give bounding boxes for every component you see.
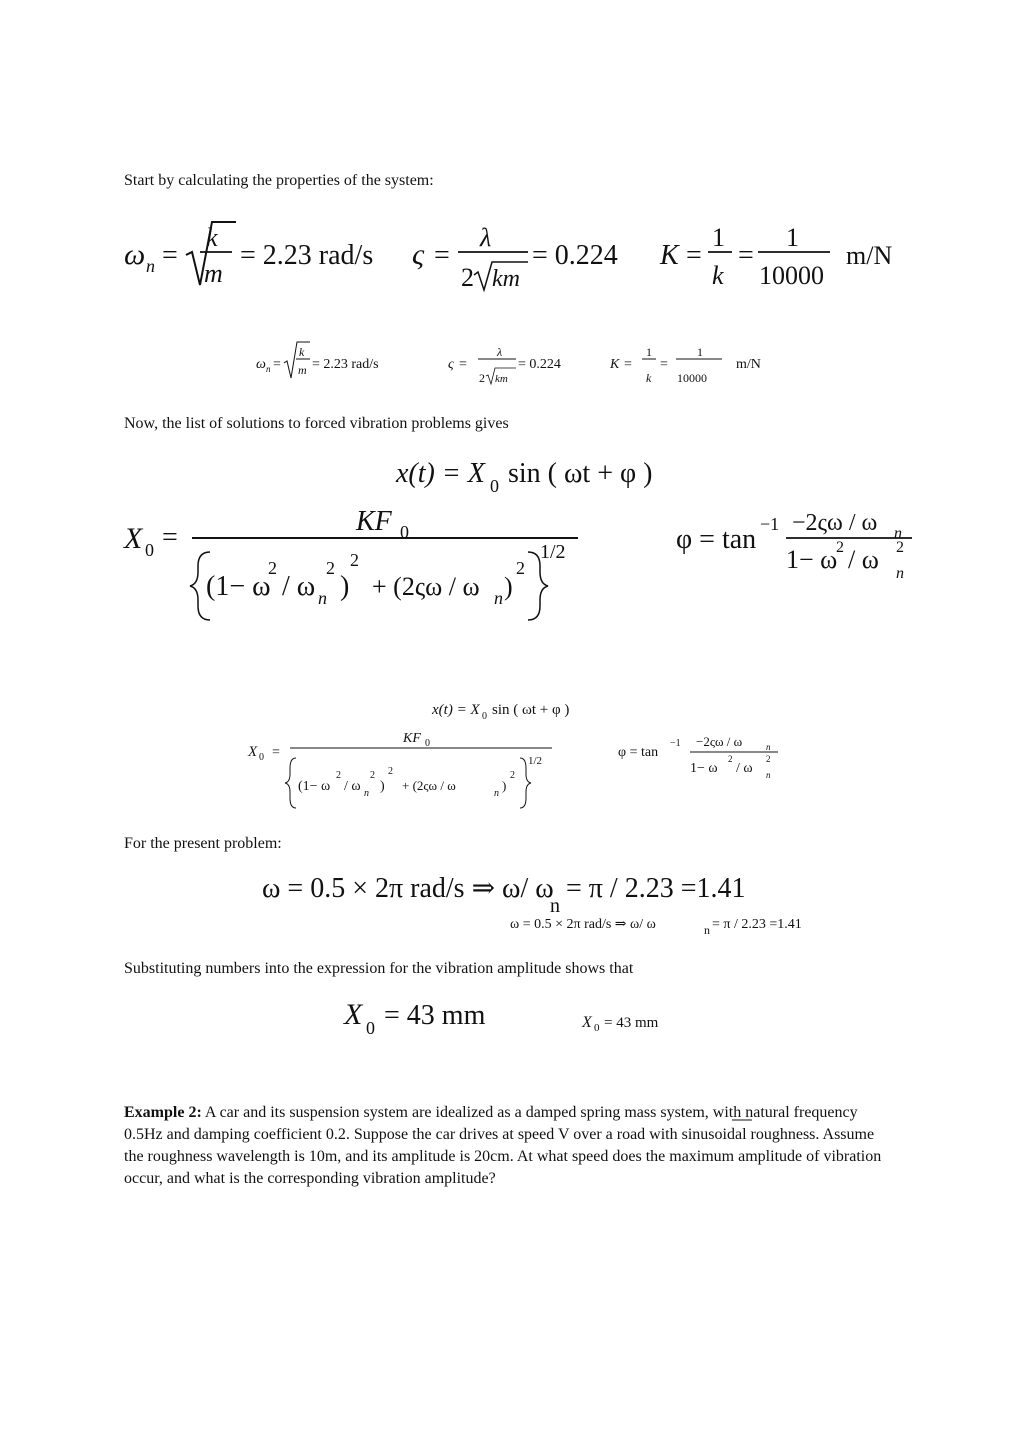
svg-text:2: 2 — [766, 754, 771, 764]
svg-text:0: 0 — [400, 522, 409, 542]
svg-text:2: 2 — [516, 558, 525, 578]
svg-text:sin ( ωt + φ ): sin ( ωt + φ ) — [492, 702, 570, 718]
denominator-term-1: (1− ω — [206, 571, 271, 602]
svg-text:φ = tan: φ = tan — [618, 745, 659, 760]
svg-text:ω: ω — [256, 357, 266, 372]
svg-text:=: = — [434, 240, 450, 271]
svg-text:x(t) = X: x(t) = X — [432, 702, 480, 718]
svg-text:n: n — [318, 588, 327, 608]
svg-text:λ: λ — [497, 345, 503, 359]
svg-text:n: n — [894, 525, 902, 542]
svg-text:/ ω: / ω — [736, 761, 753, 776]
svg-text:=: = — [624, 357, 632, 372]
svg-text:n: n — [364, 788, 369, 799]
result-X-large: X — [344, 998, 363, 1031]
sin-expression: sin ( ωt + φ ) — [508, 458, 653, 489]
svg-text:2: 2 — [479, 371, 485, 385]
result-X-small: X — [582, 1014, 592, 1031]
svg-text:0: 0 — [490, 476, 499, 496]
svg-text:n: n — [766, 770, 771, 780]
svg-text:n: n — [266, 364, 271, 374]
example-label: Example 2: — [124, 1104, 202, 1121]
svg-text:): ) — [504, 572, 513, 601]
svg-text:n: n — [896, 565, 904, 582]
svg-text:=: = — [162, 522, 178, 553]
X0-symbol: X — [124, 522, 143, 555]
svg-text:2: 2 — [510, 770, 515, 781]
svg-text:10000: 10000 — [677, 371, 707, 385]
svg-text:0: 0 — [425, 738, 430, 749]
result-value-small: = 43 mm — [604, 1015, 659, 1031]
svg-text:=: = — [273, 357, 281, 372]
svg-text:−2ςω / ω: −2ςω / ω — [696, 734, 743, 749]
svg-text:2: 2 — [268, 558, 277, 578]
svg-text:n: n — [494, 588, 503, 608]
svg-text:−1: −1 — [760, 514, 780, 534]
svg-text:m/N: m/N — [736, 357, 761, 372]
svg-text:0: 0 — [145, 540, 154, 560]
phi-denominator: 1− ω — [786, 545, 838, 574]
svg-text:k: k — [646, 371, 652, 385]
svg-text:+ (2ςω / ω: + (2ςω / ω — [402, 778, 456, 793]
solution-equation-large — [123, 458, 912, 620]
svg-text:2: 2 — [896, 539, 904, 556]
svg-text:ς: ς — [448, 357, 454, 372]
svg-text:1− ω: 1− ω — [690, 761, 718, 776]
svg-text:= π / 2.23 =1.41: = π / 2.23 =1.41 — [712, 917, 802, 932]
svg-text:1: 1 — [786, 223, 799, 252]
zeta-value: = 0.224 — [532, 240, 618, 271]
svg-text:km: km — [495, 373, 508, 385]
half-exponent: 1/2 — [540, 541, 566, 563]
svg-text:=: = — [459, 357, 467, 372]
phi-numerator: −2ςω / ω — [792, 510, 878, 536]
omega-value: = 2.23 rad/s — [240, 240, 374, 271]
svg-text:2: 2 — [836, 539, 844, 556]
svg-text:1: 1 — [646, 345, 652, 359]
equals-sign: = — [162, 240, 178, 271]
svg-text:=: = — [660, 357, 668, 372]
svg-text:2: 2 — [461, 263, 474, 292]
svg-text:K: K — [610, 357, 620, 372]
svg-text:1: 1 — [697, 345, 703, 359]
properties-equation-large — [124, 222, 892, 292]
svg-text:KF: KF — [403, 731, 421, 746]
svg-text:): ) — [502, 778, 507, 793]
omega-equation — [262, 873, 802, 937]
svg-text:n: n — [494, 788, 499, 799]
svg-text:2: 2 — [350, 550, 359, 570]
xt-expression: x(t) = X — [396, 458, 485, 489]
svg-text:0: 0 — [366, 1018, 375, 1038]
svg-text:0: 0 — [259, 752, 264, 763]
zeta-numerator: λ — [480, 223, 492, 252]
svg-text:0: 0 — [594, 1022, 600, 1034]
denominator-term-2: + (2ςω / ω — [372, 572, 480, 601]
svg-text:n: n — [550, 895, 560, 917]
omega-equation-small: ω = 0.5 × 2π rad/s ⇒ ω/ ω — [510, 917, 656, 932]
svg-text:2: 2 — [336, 770, 341, 781]
svg-text:= π / 2.23 =1.41: = π / 2.23 =1.41 — [566, 873, 746, 904]
svg-text:=: = — [272, 745, 280, 760]
svg-text:=: = — [738, 240, 754, 271]
svg-text:/ ω: / ω — [282, 571, 316, 602]
sqrt-denominator: m — [204, 259, 223, 288]
svg-text:2: 2 — [728, 754, 733, 764]
svg-text:=: = — [686, 240, 702, 271]
omega-equation-large: ω = 0.5 × 2π rad/s ⇒ ω/ ω — [262, 873, 554, 904]
svg-text:(1− ω: (1− ω — [298, 779, 331, 794]
properties-equation-small — [256, 342, 761, 385]
svg-text:): ) — [380, 779, 385, 794]
solution-equation-small — [247, 702, 778, 808]
intro-paragraph: Start by calculating the properties of the system: — [124, 172, 434, 189]
K-symbol: K — [660, 240, 679, 271]
omega-symbol: ω — [124, 238, 146, 271]
svg-text:= 0.224: = 0.224 — [518, 357, 561, 372]
svg-text:10000: 10000 — [759, 261, 824, 290]
amplitude-numerator: KF — [356, 506, 392, 537]
svg-text:n: n — [704, 923, 710, 937]
svg-text:/ ω: / ω — [344, 779, 361, 794]
phi-expression: φ = tan — [676, 524, 757, 555]
present-problem-paragraph: For the present problem: — [124, 835, 282, 852]
example-body: A car and its suspension system are idealized as a damped spring mass system, with natural frequency 0.5Hz and damping coefficient 0.2. Suppose the car drives at speed V over a road with sinusoidal roughness. Assume the roughness wavelength is 10m, and its amplitude is 20cm. At what speed does the maximum amplitude of vibration occur, and what is the corresponding vibration amplitude? — [124, 1104, 882, 1187]
svg-text:k: k — [712, 261, 724, 290]
svg-text:−1: −1 — [670, 738, 681, 749]
result-value-large: = 43 mm — [384, 1000, 486, 1031]
svg-text:1/2: 1/2 — [528, 755, 543, 767]
svg-text:k: k — [299, 345, 305, 359]
svg-text:1: 1 — [712, 223, 725, 252]
solutions-paragraph: Now, the list of solutions to forced vibration problems gives — [124, 415, 509, 432]
result-equation — [343, 998, 659, 1038]
svg-text:0: 0 — [482, 711, 487, 722]
svg-text:/ ω: / ω — [848, 545, 879, 574]
svg-text:n: n — [766, 742, 771, 752]
zeta-symbol: ς — [412, 238, 425, 271]
svg-text:km: km — [492, 266, 520, 292]
svg-text:2: 2 — [388, 766, 393, 777]
svg-text:): ) — [340, 571, 350, 602]
svg-text:2: 2 — [370, 770, 375, 781]
substitution-paragraph: Substituting numbers into the expression for the vibration amplitude shows that — [124, 960, 634, 977]
svg-text:X: X — [248, 744, 258, 760]
svg-text:2: 2 — [326, 558, 335, 578]
svg-text:m: m — [298, 363, 307, 377]
sqrt-numerator: k — [206, 223, 218, 252]
omega-subscript: n — [146, 256, 155, 276]
svg-text:= 2.23 rad/s: = 2.23 rad/s — [312, 357, 379, 372]
K-unit: m/N — [846, 241, 893, 270]
